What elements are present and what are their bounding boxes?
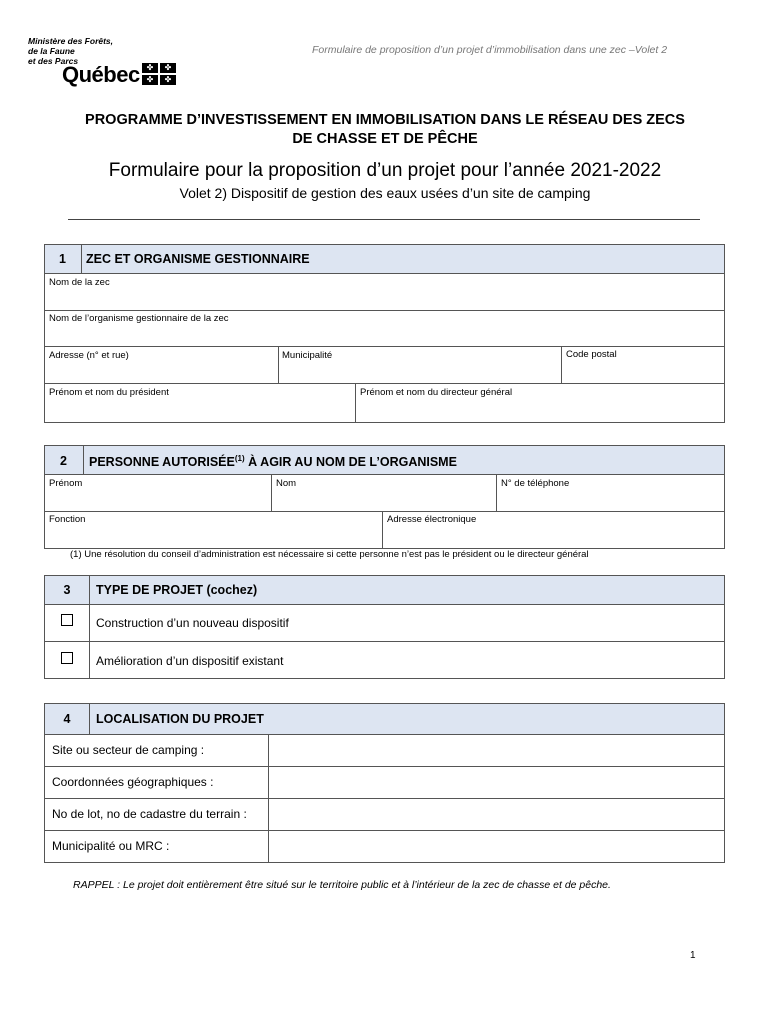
section1-number: 1	[59, 252, 66, 266]
address-label: Adresse (n° et rue)	[49, 350, 129, 361]
president-label: Prénom et nom du président	[49, 387, 169, 398]
improve-system-checkbox[interactable]	[61, 652, 73, 664]
email-label: Adresse électronique	[387, 514, 477, 525]
municipality-label: Municipalité	[282, 350, 333, 361]
quebec-wordmark: Québec	[62, 62, 140, 87]
last-name-field[interactable]	[271, 474, 497, 512]
ministry-line-3: et des Parcs	[28, 56, 79, 66]
first-name-label: Prénom	[49, 478, 83, 489]
section4-title: LOCALISATION DU PROJET	[96, 712, 264, 726]
rappel-note: RAPPEL : Le projet doit entièrement être situé sur le territoire public et à l’intérieur de la zec de chasse et de pêche.	[73, 879, 611, 891]
section1-number-divider	[81, 244, 82, 274]
municipality-mrc-input[interactable]	[269, 831, 724, 862]
form-subtitle: Volet 2) Dispositif de gestion des eaux usées d’un site de camping	[179, 185, 591, 201]
quebec-flag-icon: ✤ ✤ ✤ ✤	[142, 63, 176, 85]
new-system-checkbox[interactable]	[61, 614, 73, 626]
section1-title: ZEC ET ORGANISME GESTIONNAIRE	[86, 252, 310, 266]
function-field[interactable]	[44, 511, 383, 549]
ministry-line-1: Ministère des Forêts,	[28, 36, 114, 46]
section2-footnote: (1) Une résolution du conseil d’administration est nécessaire si cette personne n’est pas le président ou le directeur général	[70, 549, 589, 560]
municipality-mrc-label: Municipalité ou MRC :	[52, 839, 170, 853]
improve-system-label: Amélioration d’un dispositif existant	[96, 654, 284, 668]
org-name-label: Nom de l’organisme gestionnaire de la zec	[49, 313, 229, 324]
zec-name-field[interactable]	[44, 273, 725, 311]
camping-site-label: Site ou secteur de camping :	[52, 743, 205, 757]
coordinates-input[interactable]	[269, 767, 724, 798]
section3-column-divider	[89, 575, 90, 679]
ministry-line-2: de la Faune	[28, 46, 75, 56]
program-title: PROGRAMME D’INVESTISSEMENT EN IMMOBILISATION DANS LE RÉSEAU DES ZECS DE CHASSE ET DE PÊCHE	[85, 112, 685, 147]
director-label: Prénom et nom du directeur général	[360, 387, 513, 398]
postal-code-label: Code postal	[566, 349, 617, 360]
form-title: Formulaire pour la proposition d’un projet pour l’année 2021-2022	[108, 160, 662, 181]
divider	[68, 219, 700, 220]
lot-number-label: No de lot, no de cadastre du terrain :	[52, 807, 247, 821]
phone-label: N° de téléphone	[501, 478, 570, 489]
zec-name-label: Nom de la zec	[49, 277, 110, 288]
section4-number: 4	[63, 712, 71, 726]
section3-number: 3	[63, 583, 71, 597]
page-number: 1	[690, 950, 696, 961]
coordinates-label: Coordonnées géographiques :	[52, 775, 214, 789]
section2-number-divider	[83, 445, 84, 475]
camping-site-input[interactable]	[269, 735, 724, 766]
section2-number: 2	[60, 454, 67, 468]
section3-title: TYPE DE PROJET (cochez)	[96, 583, 258, 597]
last-name-label: Nom	[276, 478, 297, 489]
lot-number-input[interactable]	[269, 799, 724, 830]
new-system-label: Construction d’un nouveau dispositif	[96, 616, 289, 630]
header-reference: Formulaire de proposition d’un projet d’immobilisation dans une zec –Volet 2	[312, 44, 668, 56]
function-label: Fonction	[49, 514, 86, 525]
section2-title: PERSONNE AUTORISÉE$^{(1)}$ À AGIR AU NOM DE L’ORGANISME	[89, 454, 457, 470]
